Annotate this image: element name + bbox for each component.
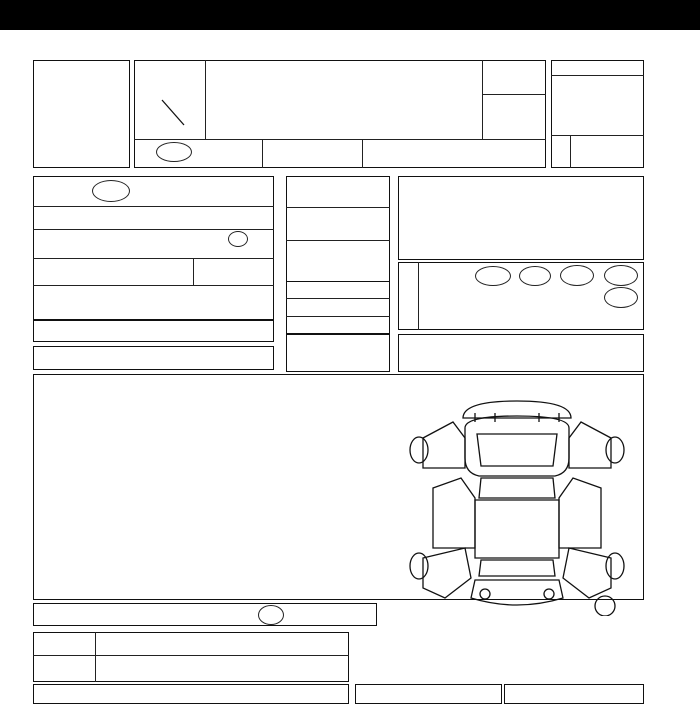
model-year-row [33, 320, 274, 342]
corner-banner [0, 0, 700, 30]
garage-cert-row [33, 684, 349, 704]
equip-check-p-w [560, 265, 594, 286]
drive-2wd-circle [156, 142, 192, 162]
later-box [398, 334, 644, 372]
equip-check-abs [604, 265, 638, 286]
recycle-row [33, 346, 274, 370]
name-change-box [286, 334, 390, 372]
seat-check-circle [258, 605, 284, 625]
jack-box [504, 684, 644, 704]
equip-check-airbag [604, 287, 638, 308]
capacity-table [286, 281, 390, 334]
left-table [33, 176, 274, 320]
lot-box [33, 60, 130, 168]
equip-check-p-s [519, 266, 551, 286]
car-diagram [405, 398, 630, 616]
score-box [551, 60, 644, 168]
history-circle [92, 180, 130, 202]
year-slash [160, 98, 188, 128]
middle-table [286, 176, 390, 282]
sales-point-box [398, 176, 644, 260]
registration-box [33, 632, 349, 682]
tools-box [355, 684, 502, 704]
mileage-km-circle [228, 231, 248, 247]
vehicle-info-box [134, 60, 546, 168]
equip-check-pa-w [475, 266, 511, 286]
fw-seat-row [33, 603, 377, 626]
